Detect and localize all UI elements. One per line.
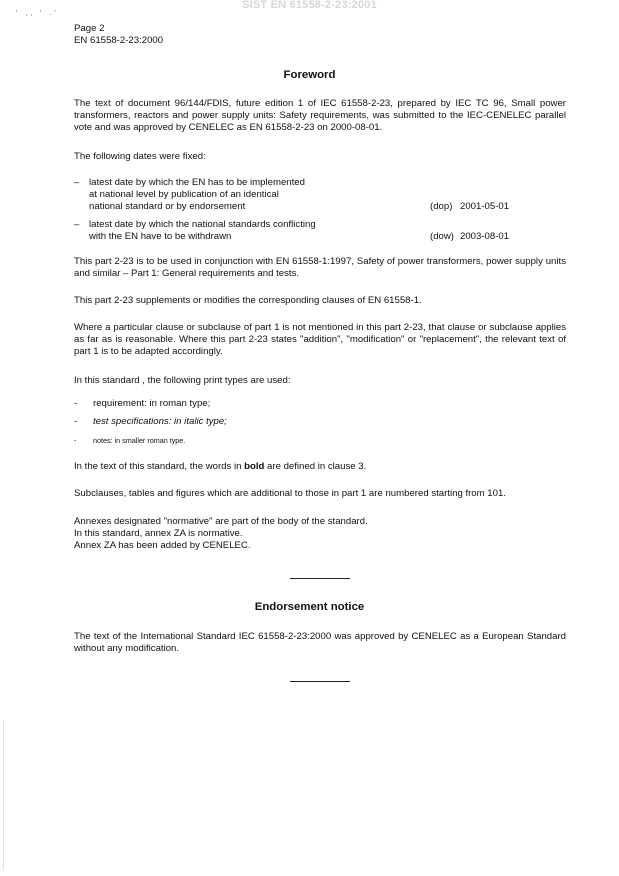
foreword-title: Foreword bbox=[283, 69, 336, 81]
bold-definition-note: In the text of this standard, the words in bold are defined in clause 3. bbox=[74, 461, 367, 472]
print-types-intro: In this standard , the following print types are used: bbox=[74, 375, 291, 386]
date-value: 2001-05-01 bbox=[460, 201, 510, 212]
endorsement-title: Endorsement notice bbox=[254, 601, 365, 613]
endorsement-text: The text of the International Standard IEC 61558-2-23:2000 was approved by CENELEC as a European Standard without any modification. bbox=[74, 631, 566, 655]
print-type-text: requirement: in roman type; bbox=[93, 398, 211, 409]
scan-margin-line bbox=[3, 720, 4, 870]
subclauses-note: Subclauses, tables and figures which are additional to those in part 1 are numbered starting from 101. bbox=[74, 488, 506, 499]
date-item-text: latest date by which the national standards conflicting with the EN have to be withdrawn bbox=[89, 219, 316, 243]
foreword-paragraph-1: The text of document 96/144/FDIS, future edition 1 of IEC 61558-2-23, prepared by IEC TC 96, Small power transformers, reactors and power supply units: Safety requirements, was submitted to the IEC-CENELEC parallel vote and was approved by CENELEC as EN 61558-2-23 on 2000-08-01. bbox=[74, 98, 566, 134]
date-code: (dow) bbox=[430, 231, 454, 242]
bold-word: bold bbox=[244, 461, 265, 472]
bullet-marker: - bbox=[74, 436, 77, 445]
foreword-paragraph-4: Where a particular clause or subclause of part 1 is not mentioned in this part 2-23, that clause or subclause applies as far as is reasonable. Where this part 2-23 states "addition", "modification" or "replacement", the relevant text of part 1 is to be adapted accordingly. bbox=[74, 322, 566, 358]
dash-marker: – bbox=[74, 177, 80, 188]
date-item-dow bbox=[74, 219, 514, 247]
section-divider bbox=[290, 578, 350, 579]
date-value: 2003-08-01 bbox=[460, 231, 510, 242]
print-type-italic bbox=[74, 416, 474, 429]
bullet-marker: - bbox=[74, 398, 78, 409]
annex-notes: Annexes designated "normative" are part of the body of the standard. In this standard, annex ZA is normative. Annex ZA has been added by CENELEC. bbox=[74, 516, 368, 552]
dash-marker: – bbox=[74, 219, 80, 230]
foreword-paragraph-3: This part 2-23 supplements or modifies the corresponding clauses of EN 61558-1. bbox=[74, 295, 422, 306]
document-id: EN 61558-2-23:2000 bbox=[74, 35, 164, 46]
print-type-roman bbox=[74, 398, 474, 411]
end-divider bbox=[290, 681, 350, 682]
print-type-text: notes: in smaller roman type. bbox=[93, 436, 186, 445]
print-type-small bbox=[74, 435, 474, 448]
date-item-dop bbox=[74, 177, 514, 217]
date-code: (dop) bbox=[430, 201, 453, 212]
watermark: SIST EN 61558-2-23:2001 bbox=[242, 0, 377, 11]
foreword-paragraph-2: This part 2-23 is to be used in conjunction with EN 61558-1:1997, Safety of power transformers, power supply units and similar – Part 1: General requirements and tests. bbox=[74, 256, 566, 280]
print-type-text: test specifications: in italic type; bbox=[93, 416, 227, 427]
bullet-marker: - bbox=[74, 416, 78, 427]
page-header bbox=[74, 23, 163, 47]
page-number: Page 2 bbox=[74, 23, 105, 34]
scan-specks: ' ,, ' .' bbox=[16, 10, 59, 17]
dates-intro: The following dates were fixed: bbox=[74, 151, 206, 162]
date-item-text: latest date by which the EN has to be implemented at national level by publication of an identical national standard or by endorsement bbox=[89, 177, 305, 213]
